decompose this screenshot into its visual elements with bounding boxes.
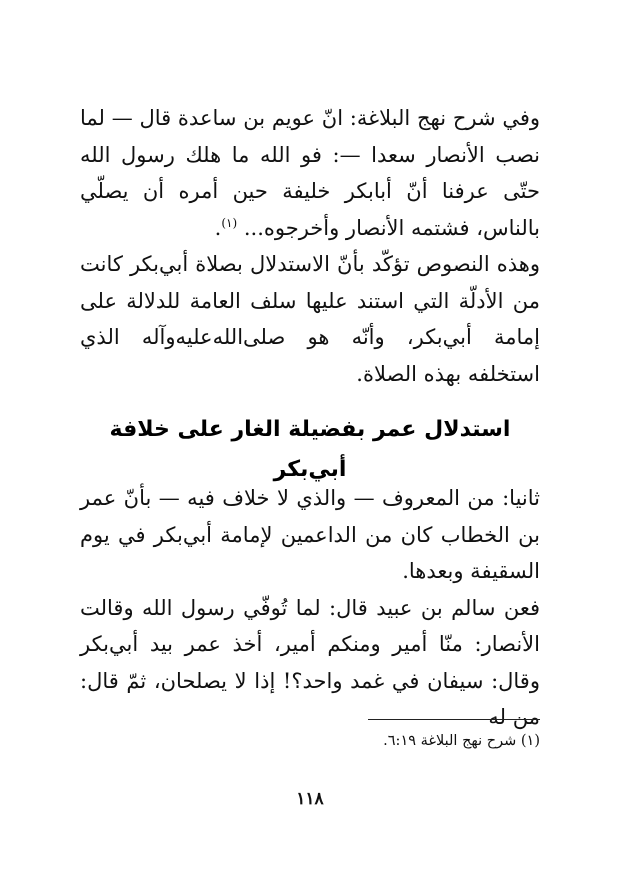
section-heading-line-1: استدلال عمر بفضيلة الغار على خلافة <box>109 417 511 442</box>
paragraph-text: وفي شرح نهج البلاغة: انّ عويم بن ساعدة قال — لما نصب الأنصار سعدا —: فو الله ما هلك رسول الله حتّى عرفنا أنّ أبابكر خليفة حين أمره أن يصلّي بالناس، فشتمه الأنصار وأخرجوه... <box>80 106 540 240</box>
paragraph: وهذه النصوص تؤكّد بأنّ الاستدلال بصلاة أبي‌بكر كانت من الأدلّة التي استند عليها سلف العامة للدلالة على إمامة أبي‌بكر، وأنّه هو صلى‌الله‌عليه‌وآله الذي استخلفه بهذه الصلاة. <box>80 252 540 386</box>
paragraph: ثانيا: من المعروف — والذي لا خلاف فيه — بأنّ عمر بن الخطاب كان من الداعمين لإمامة أبي‌بكر في يوم السقيفة وبعدها. <box>80 486 540 583</box>
section-heading <box>80 410 540 490</box>
footnote-reference[interactable]: (١) <box>221 215 238 230</box>
paragraph-end-punctuation: . <box>214 215 222 240</box>
body-text-top <box>80 100 540 392</box>
footnote-divider <box>368 719 540 720</box>
paragraph <box>80 100 540 246</box>
body-text-bottom <box>80 480 540 736</box>
page-number: ١١٨ <box>296 789 324 809</box>
section-heading-line-2: أبي‌بكر <box>273 457 347 482</box>
footnote: (١) شرح نهج البلاغة ٦:١٩. <box>383 733 540 749</box>
paragraph: فعن سالم بن عبيد قال: لما تُوفّي رسول الله وقالت الأنصار: منّا أمير ومنكم أمير، أخذ عمر بيد أبي‌بكر وقال: سيفان في غمد واحد؟! إذا لا يصلحان، ثمّ قال: من له <box>80 595 540 729</box>
